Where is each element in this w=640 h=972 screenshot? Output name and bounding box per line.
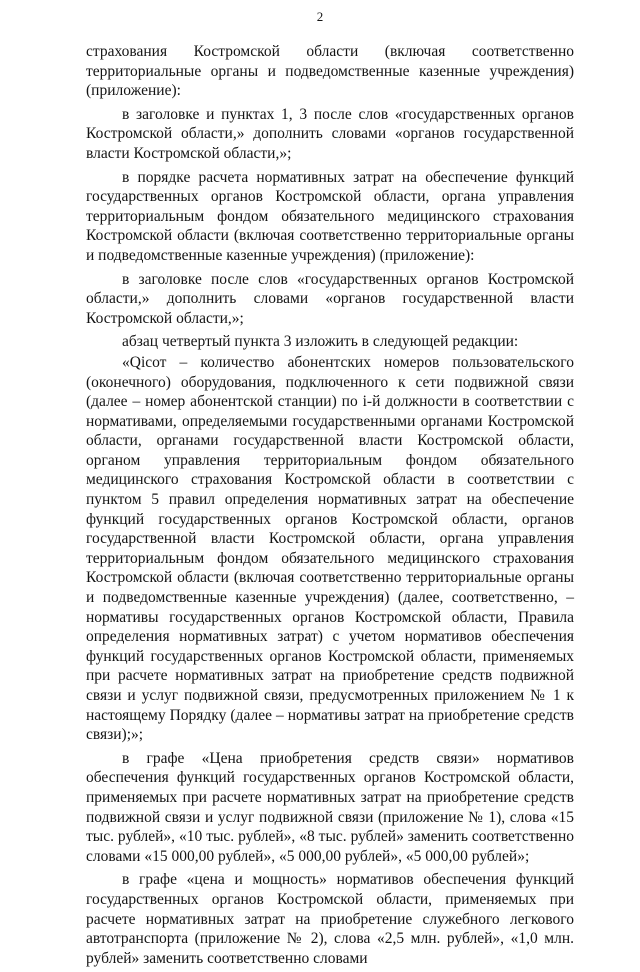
paragraph-continuation: страхования Костромской области (включая соответственно территориальные органы и подведомственные казенные учреждения) (приложение): xyxy=(86,43,574,100)
paragraph-price-column: в графе «Цена приобретения средств связи» нормативов обеспечения функций государственных органов Костромской области, применяемых при расчете нормативных затрат на приобретение средств подвижной связи и услуг подвижной связи (приложение № 1), слова «15 тыс. рублей», «10 тыс. рублей», «8 тыс. рублей» заменить соответственно словами «15 000,00 рублей», «5 000,00 рублей», «5 000,00 рублей»; xyxy=(86,749,574,865)
paragraph-calculation-order: в порядке расчета нормативных затрат на обеспечение функций государственных органов Костромской области, органа управления территориальным фондом обязательного медицинского страхования Костромской области (включая соответственно территориальные органы и подведомственные казенные учреждения) (приложение): xyxy=(86,168,574,264)
paragraph-heading-addition: в заголовке после слов «государственных органов Костромской области,» дополнить словами «органов государственной власти Костромской области,»; xyxy=(86,270,574,327)
paragraph-heading-amendment: в заголовке и пунктах 1, 3 после слов «государственных органов Костромской области,» дополнить словами «органов государственной власти Костромской области,»; xyxy=(86,105,574,162)
paragraph-clause-restatement: абзац четвертый пункта 3 изложить в следующей редакции: xyxy=(122,333,519,351)
page-number: 2 xyxy=(316,9,324,24)
document-body xyxy=(86,42,574,972)
paragraph-qicot-definition: «Qiсот – количество абонентских номеров пользовательского (оконечного) оборудования, подключенного к сети подвижной связи (далее – номер абонентской станции) по i-й должности в соответствии с нормативами, определяемыми государственными органами Костромской области, органами государственной власти Костромской области, органом управления территориальным фондом обязательного медицинского страхования Костромской области в соответствии с пунктом 5 правил определения нормативных затрат на обеспечение функций государственных органов Костромской области, органов государственной власти Костромской области, органа управления территориальным фондом обязательного медицинского страхования Костромской области (включая соответственно территориальные органы и подведомственные казенные учреждения) (далее, соответственно, – нормативы государственных органов Костромской области, Правила определения нормативных затрат) с учетом нормативов обеспечения функций государственных органов Костромской области, применяемых при расчете нормативных затрат на приобретение средств подвижной связи и услуг подвижной связи, предусмотренных приложением № 1 к настоящему Порядку (далее – нормативы затрат на приобретение средств связи);»; xyxy=(86,353,574,744)
paragraph-price-power-column: в графе «цена и мощность» нормативов обеспечения функций государственных органов Костромской области, применяемых при расчете нормативных затрат на приобретение служебного легкового автотранспорта (приложение № 2), слова «2,5 млн. рублей», «1,0 млн. рублей» заменить соответственно словами xyxy=(86,871,574,967)
